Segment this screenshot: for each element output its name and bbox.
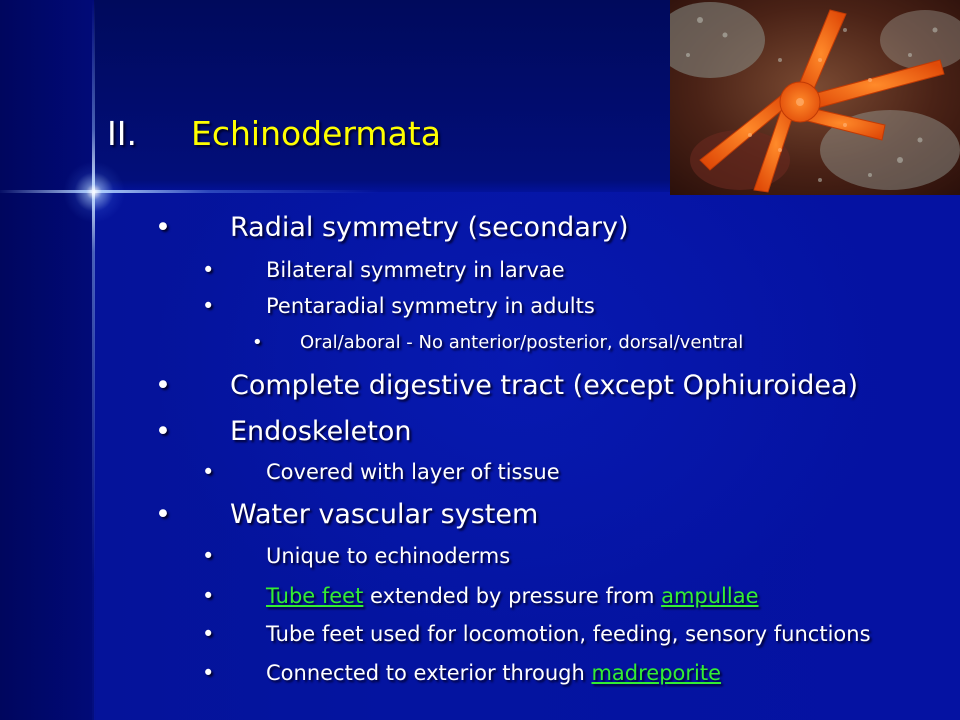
bullet-icon: • bbox=[155, 370, 171, 401]
bullet-icon: • bbox=[202, 258, 215, 282]
bullet-icon: • bbox=[202, 661, 215, 685]
bullet-text bbox=[266, 659, 721, 687]
light-flare-glow bbox=[63, 161, 125, 223]
bullet-icon: • bbox=[202, 294, 215, 318]
bullet-text: Covered with layer of tissue bbox=[266, 460, 560, 484]
madreporite-link[interactable]: madreporite bbox=[591, 661, 722, 685]
bullet-icon: • bbox=[202, 460, 215, 484]
light-flare-vertical bbox=[92, 0, 95, 720]
bullet-icon: • bbox=[155, 416, 171, 447]
title-number: II. bbox=[107, 114, 137, 153]
bullet-text: Endoskeleton bbox=[230, 416, 412, 447]
bullet-icon: • bbox=[155, 212, 171, 243]
bullet-icon: • bbox=[202, 544, 215, 568]
bullet-text: Bilateral symmetry in larvae bbox=[266, 258, 565, 282]
bullet-text: Oral/aboral - No anterior/posterior, dorsal/ventral bbox=[300, 332, 744, 353]
bullet-text-start: Connected to exterior through bbox=[266, 661, 592, 685]
bullet-text: Unique to echinoderms bbox=[266, 544, 511, 568]
bullet-text: Radial symmetry (secondary) bbox=[230, 212, 629, 243]
bullet-text bbox=[266, 582, 759, 610]
light-flare-horizontal bbox=[0, 190, 380, 193]
bullet-text: Complete digestive tract (except Ophiuroidea) bbox=[230, 370, 859, 401]
title-text: Echinodermata bbox=[191, 114, 441, 153]
bullet-text: Water vascular system bbox=[230, 499, 539, 530]
bullet-text-middle: extended by pressure from bbox=[363, 584, 662, 608]
starfish-photo bbox=[670, 0, 960, 195]
bullet-icon: • bbox=[202, 622, 215, 646]
starfish-photo-image bbox=[670, 0, 960, 195]
bullet-icon: • bbox=[202, 584, 215, 608]
ampullae-link[interactable]: ampullae bbox=[661, 584, 759, 608]
bullet-icon: • bbox=[252, 332, 263, 353]
bullet-text: Pentaradial symmetry in adults bbox=[266, 294, 595, 318]
left-band bbox=[0, 0, 94, 720]
bullet-icon: • bbox=[155, 499, 171, 530]
tube-feet-link[interactable]: Tube feet bbox=[266, 584, 364, 608]
bullet-text: Tube feet used for locomotion, feeding, sensory functions bbox=[266, 622, 871, 646]
